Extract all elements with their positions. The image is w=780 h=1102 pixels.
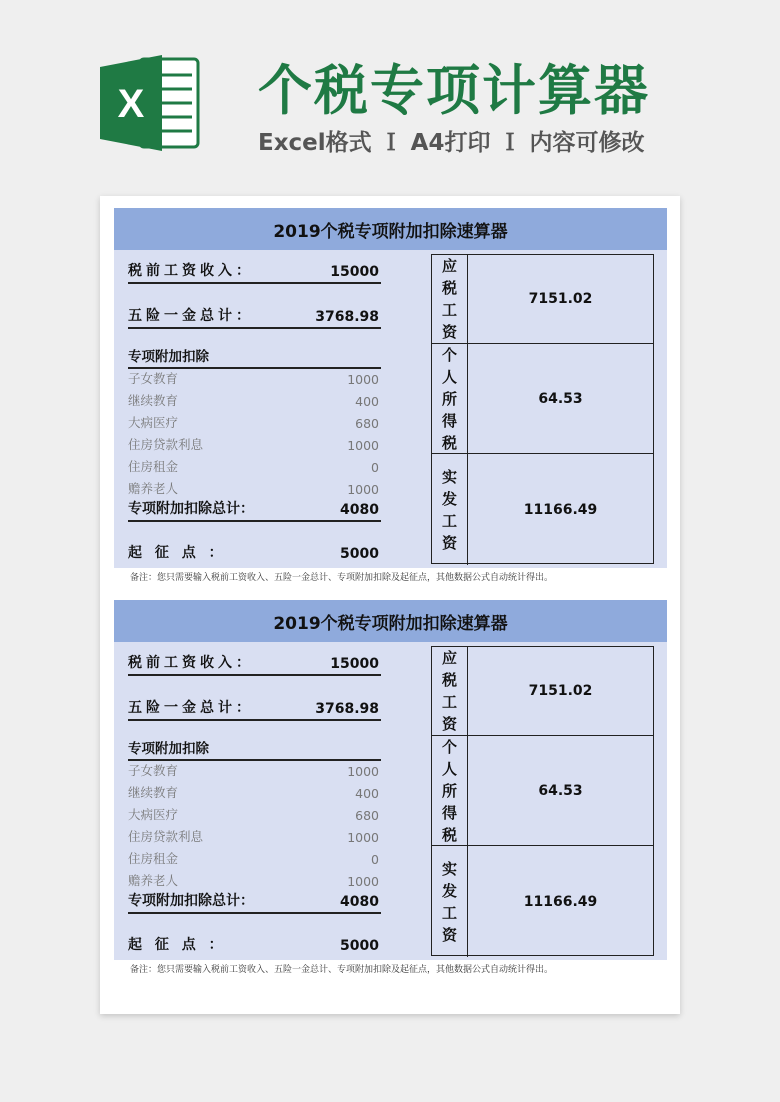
result-label [432, 344, 468, 453]
row-value[interactable]: 1000 [347, 372, 379, 387]
deduction-row [128, 845, 381, 867]
deduction-row [128, 409, 381, 431]
result-label-char: 税 [441, 433, 457, 452]
result-label-char: 个 [441, 737, 457, 756]
row-label: 住房贷款利息 [128, 437, 204, 452]
deduction-row [128, 431, 381, 453]
row-label: 大病医疗 [128, 415, 179, 430]
pretax-income-row [128, 258, 381, 284]
result-label-char: 个 [441, 345, 457, 364]
row-label: 子女教育 [128, 371, 179, 386]
row-value: 4080 [340, 502, 379, 518]
row-value[interactable]: 0 [371, 852, 379, 867]
deduction-row [128, 757, 381, 779]
result-label-char: 工 [441, 301, 457, 319]
row-label: 专项附加扣除总计： [128, 501, 254, 517]
result-label-char: 资 [441, 715, 457, 733]
result-label-char: 得 [441, 803, 457, 822]
row-value[interactable]: 5000 [340, 938, 379, 954]
row-value: 4080 [340, 894, 379, 910]
result-label-char: 发 [441, 489, 457, 508]
results-box [431, 646, 654, 956]
row-label: 大病医疗 [128, 807, 179, 822]
row-value[interactable]: 680 [355, 808, 379, 823]
row-label: 子女教育 [128, 763, 179, 778]
result-label [432, 255, 468, 343]
page-subtitle: Excel格式 Ｉ A4打印 Ｉ 内容可修改 [258, 130, 645, 156]
row-value[interactable]: 400 [355, 786, 379, 801]
row-label: 赡养老人 [128, 481, 179, 496]
result-label-char: 税 [441, 279, 457, 297]
result-value: 64.53 [538, 390, 583, 407]
result-cell [432, 647, 653, 735]
row-value[interactable]: 400 [355, 394, 379, 409]
logo-letter: X [117, 82, 145, 126]
footnote: 备注：您只需要输入税前工资收入、五险一金总计、专项附加扣除及起征点，其他数据公式自动统计得出。 [130, 573, 554, 583]
row-value[interactable]: 3768.98 [315, 701, 379, 717]
deduction-row [128, 387, 381, 409]
result-label [432, 846, 468, 957]
result-label-char: 所 [441, 781, 457, 800]
tax-calculator [114, 208, 667, 568]
result-label-char: 工 [441, 693, 457, 711]
result-label-char: 工 [441, 511, 457, 530]
result-cell [432, 735, 653, 845]
result-label-char: 资 [441, 323, 457, 341]
deduction-row [128, 779, 381, 801]
row-label: 住房贷款利息 [128, 829, 204, 844]
result-label-char: 实 [441, 467, 457, 486]
result-label-char: 工 [441, 903, 457, 922]
row-value[interactable]: 3768.98 [315, 309, 379, 325]
row-label: 起 征 点 ： [128, 545, 227, 561]
result-label [432, 647, 468, 735]
tax-calculator [114, 600, 667, 960]
row-value[interactable]: 680 [355, 416, 379, 431]
result-label-char: 人 [441, 367, 457, 386]
result-label-char: 得 [441, 411, 457, 430]
threshold-row [128, 932, 381, 956]
row-value[interactable]: 15000 [330, 656, 379, 672]
result-label-char: 所 [441, 389, 457, 408]
result-label [432, 736, 468, 845]
result-label [432, 454, 468, 565]
result-value: 7151.02 [528, 291, 593, 307]
deduction-row [128, 365, 381, 387]
row-label: 住房租金 [128, 459, 179, 474]
excel-logo-icon [100, 53, 200, 153]
result-value: 7151.02 [528, 683, 593, 699]
result-cell [432, 343, 653, 453]
result-value: 11166.49 [523, 893, 598, 910]
row-label: 五险一金总计： [128, 308, 254, 324]
deduction-row [128, 801, 381, 823]
footnote: 备注：您只需要输入税前工资收入、五险一金总计、专项附加扣除及起征点，其他数据公式自动统计得出。 [130, 965, 554, 975]
insurance-total-row [128, 695, 381, 721]
row-value[interactable]: 1000 [347, 482, 379, 497]
threshold-row [128, 540, 381, 564]
result-value: 11166.49 [523, 501, 598, 518]
row-value[interactable]: 1000 [347, 764, 379, 779]
row-label: 专项附加扣除总计： [128, 893, 254, 909]
result-label-char: 资 [441, 533, 457, 552]
result-label-char: 发 [441, 881, 457, 900]
row-label: 税前工资收入： [128, 263, 254, 279]
result-label-char: 人 [441, 759, 457, 778]
result-label-char: 应 [441, 649, 457, 667]
result-label-char: 实 [441, 859, 457, 878]
header [0, 0, 780, 180]
insurance-total-row [128, 303, 381, 329]
row-label: 五险一金总计： [128, 700, 254, 716]
row-label: 继续教育 [128, 393, 179, 408]
row-value[interactable]: 1000 [347, 830, 379, 845]
result-label-char: 应 [441, 257, 457, 275]
row-value[interactable]: 1000 [347, 874, 379, 889]
calculator-title: 2019个税专项附加扣除速算器 [114, 208, 667, 250]
row-value[interactable]: 0 [371, 460, 379, 475]
row-label: 继续教育 [128, 785, 179, 800]
calculator-title: 2019个税专项附加扣除速算器 [114, 600, 667, 642]
row-label: 起 征 点 ： [128, 937, 227, 953]
row-value[interactable]: 15000 [330, 264, 379, 280]
result-label-char: 税 [441, 671, 457, 689]
result-label-char: 税 [441, 825, 457, 844]
page-title: 个税专项计算器 [258, 59, 650, 122]
deduction-total-row [128, 496, 381, 522]
pretax-income-row [128, 650, 381, 676]
deduction-header: 专项附加扣除 [128, 343, 381, 369]
result-value: 64.53 [538, 782, 583, 799]
row-label: 赡养老人 [128, 873, 179, 888]
row-label: 住房租金 [128, 851, 179, 866]
deduction-total-row [128, 888, 381, 914]
result-label-char: 资 [441, 925, 457, 944]
deduction-row [128, 475, 381, 497]
result-cell [432, 453, 653, 565]
document-page [100, 196, 680, 1014]
deduction-row [128, 867, 381, 889]
results-box [431, 254, 654, 564]
result-cell [432, 845, 653, 957]
row-label: 税前工资收入： [128, 655, 254, 671]
deduction-header: 专项附加扣除 [128, 735, 381, 761]
deduction-row [128, 453, 381, 475]
row-value[interactable]: 1000 [347, 438, 379, 453]
deduction-row [128, 823, 381, 845]
row-value[interactable]: 5000 [340, 546, 379, 562]
result-cell [432, 255, 653, 343]
